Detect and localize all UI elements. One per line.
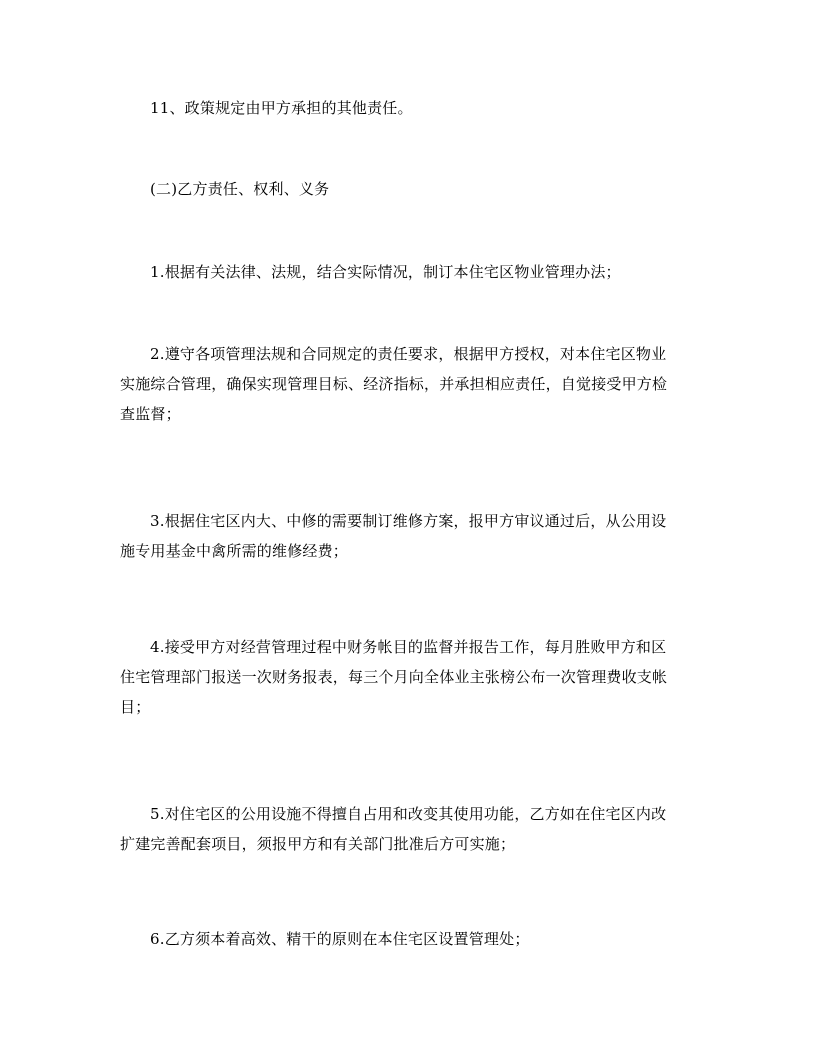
paragraph-line: 1.根据有关法律、法规，结合实际情况，制订本住宅区物业管理办法； xyxy=(150,263,621,281)
section-heading-party-b xyxy=(120,174,700,204)
paragraph-item-b5 xyxy=(120,799,700,859)
paragraph-item-b2 xyxy=(120,339,700,429)
paragraph-line: 目； xyxy=(120,698,151,716)
paragraph-line: 实施综合管理，确保实现管理目标、经济指标，并承担相应责任，自觉接受甲方检 xyxy=(120,375,668,393)
paragraph-line: 2.遵守各项管理法规和合同规定的责任要求，根据甲方授权，对本住宅区物业 xyxy=(150,345,667,363)
paragraph-line: 11、政策规定由甲方承担的其他责任。 xyxy=(150,99,413,117)
paragraph-line: 施专用基金中禽所需的维修经费； xyxy=(120,542,349,560)
paragraph-line: 4.接受甲方对经营管理过程中财务帐目的监督并报告工作，每月胜败甲方和区 xyxy=(150,638,667,656)
paragraph-line: 查监督； xyxy=(120,405,181,423)
paragraph-item-b6 xyxy=(120,924,700,954)
paragraph-item-b3 xyxy=(120,506,700,566)
paragraph-line: 3.根据住宅区内大、中修的需要制订维修方案，报甲方审议通过后，从公用设 xyxy=(150,512,667,530)
paragraph-line: 扩建完善配套项目，须报甲方和有关部门批准后方可实施； xyxy=(120,835,516,853)
paragraph-item-11 xyxy=(120,93,700,123)
paragraph-item-b4 xyxy=(120,632,700,722)
paragraph-line: 住宅管理部门报送一次财务报表，每三个月向全体业主张榜公布一次管理费收支帐 xyxy=(120,668,668,686)
paragraph-line: 5.对住宅区的公用设施不得擅自占用和改变其使用功能，乙方如在住宅区内改 xyxy=(150,805,667,823)
paragraph-line: (二)乙方责任、权利、义务 xyxy=(150,180,330,198)
paragraph-line: 6.乙方须本着高效、精干的原则在本住宅区设置管理处； xyxy=(150,930,530,948)
paragraph-item-b1 xyxy=(120,257,700,287)
